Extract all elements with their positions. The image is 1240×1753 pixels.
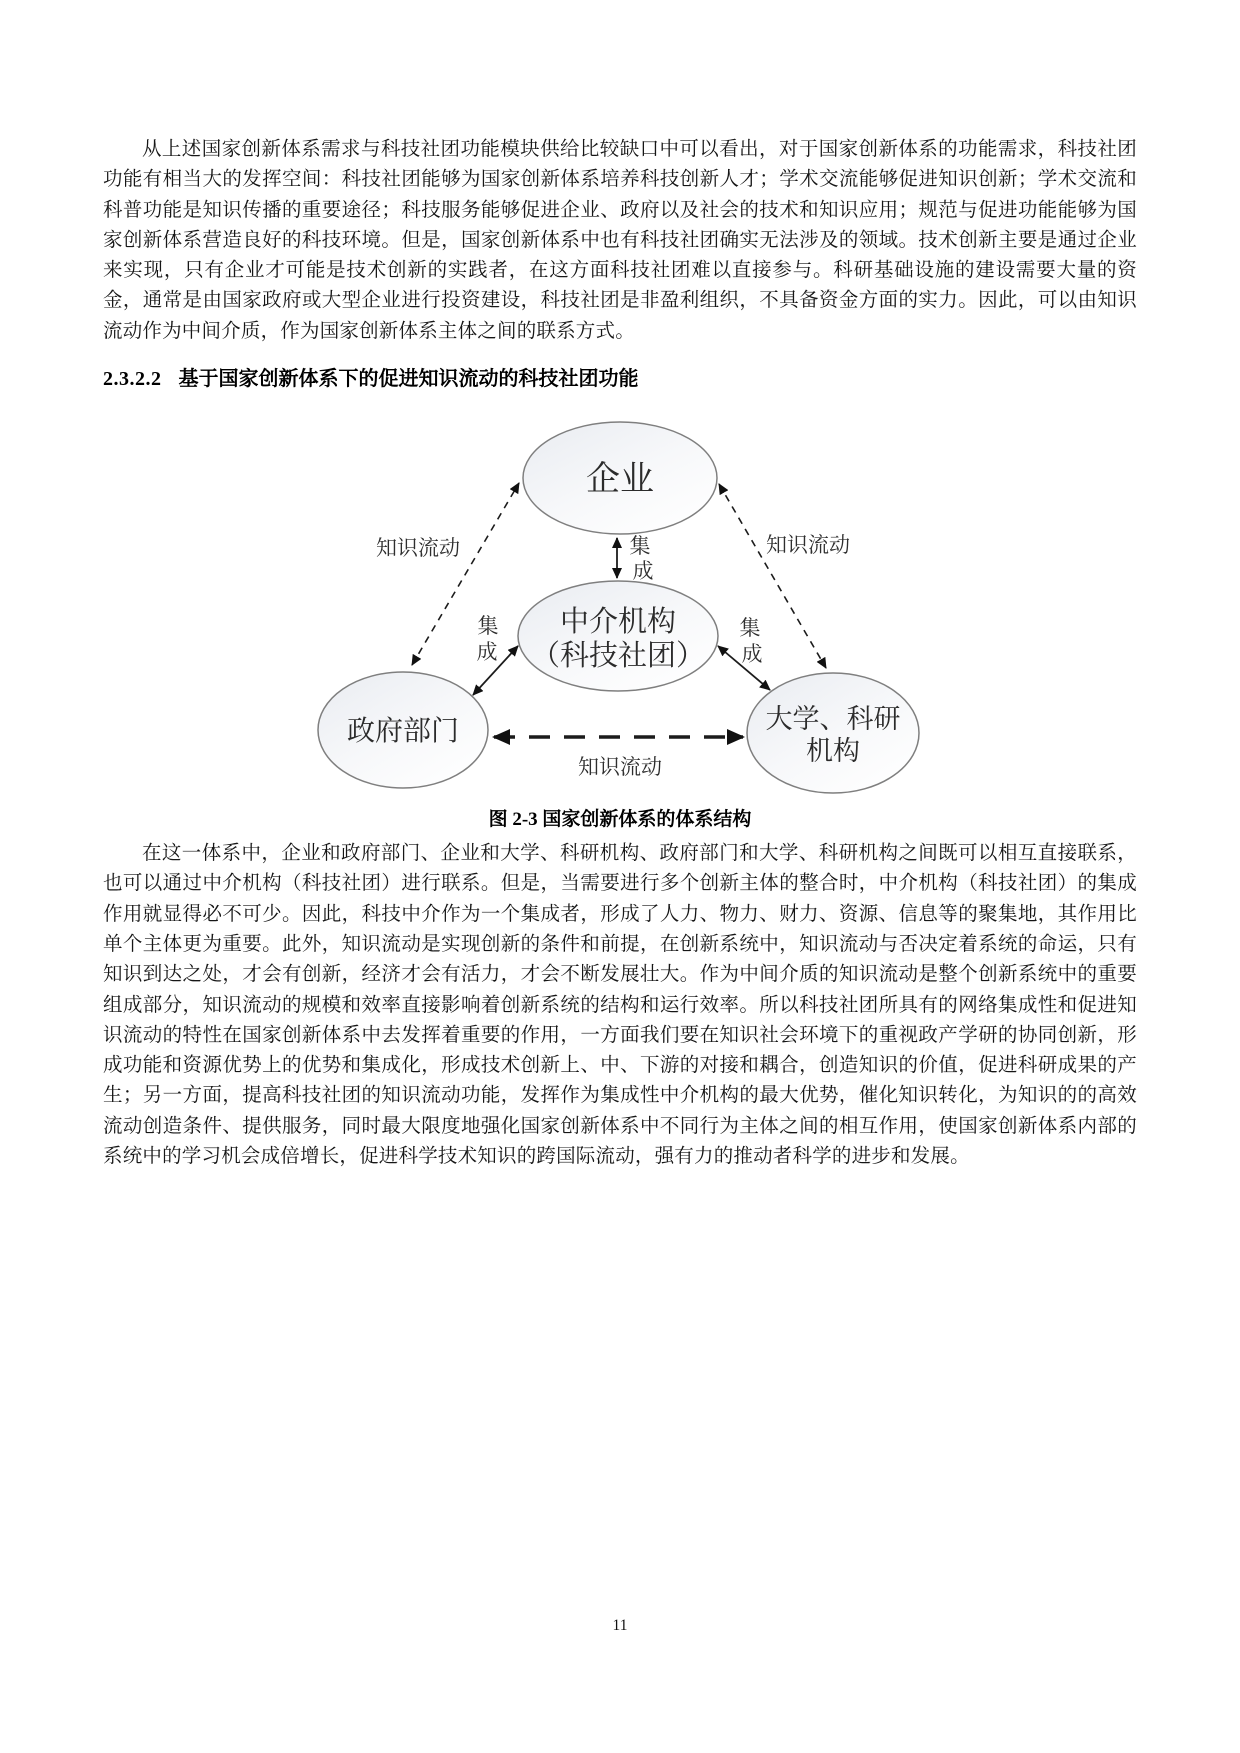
label-integration-right-char1: 集 xyxy=(739,617,761,641)
label-integration-left-char2: 成 xyxy=(476,641,498,665)
node-intermediary-label-line2: （科技社团） xyxy=(530,640,706,673)
node-enterprise-label: 企业 xyxy=(586,460,654,499)
node-university-label-line2: 机构 xyxy=(806,736,860,767)
section-title: 基于国家创新体系下的促进知识流动的科技社团功能 xyxy=(178,368,639,391)
label-integration-left-char1: 集 xyxy=(477,615,499,639)
section-number: 2.3.2.2 xyxy=(103,368,162,391)
label-integration-top-char2: 成 xyxy=(632,560,654,584)
node-university-label-line1: 大学、科研 xyxy=(765,704,901,735)
figure-2-3 xyxy=(103,398,1137,833)
knowledge-flow-arrow-enterprise-university xyxy=(719,484,826,668)
paragraph-2: 在这一体系中，企业和政府部门、企业和大学、科研机构、政府部门和大学、科研机构之间既可以相互直接联系，也可以通过中介机构（科技社团）进行联系。但是，当需要进行多个创新主体的整合时，中介机构（科技社团）的集成作用就显得必不可少。因此，科技中介作为一个集成者，形成了人力、物力、财力、资源、信息等的聚集地，其作用比单个主体更为重要。此外，知识流动是实现创新的条件和前提，在创新系统中，知识流动与否决定着系统的命运，只有知识到达之处，才会有创新，经济才会有活力，才会不断发展壮大。作为中间介质的知识流动是整个创新系统中的重要组成部分，知识流动的规模和效率直接影响着创新系统的结构和运行效率。所以科技社团所具有的网络集成性和促进知识流动的特性在国家创新体系中去发挥着重要的作用，一方面我们要在知识社会环境下的重视政产学研的协同创新，形成功能和资源优势上的优势和集成化，形成技术创新上、中、下游的对接和耦合，创造知识的价值，促进科研成果的产生；另一方面，提高科技社团的知识流动功能，发挥作为集成性中介机构的最大优势，催化知识转化，为知识的的高效流动创造条件、提供服务，同时最大限度地强化国家创新体系中不同行为主体之间的相互作用，使国家创新体系内部的系统中的学习机会成倍增长，促进科学技术知识的跨国际流动，强有力的推动者科学的进步和发展。 xyxy=(103,843,1137,1168)
node-government-label: 政府部门 xyxy=(346,715,460,747)
page-number: 11 xyxy=(612,1617,628,1634)
section-heading xyxy=(103,364,1137,394)
label-integration-right-char2: 成 xyxy=(741,643,763,667)
label-knowledge-flow-right: 知识流动 xyxy=(766,534,850,558)
knowledge-flow-arrow-government-enterprise xyxy=(412,483,519,665)
label-knowledge-flow-bottom: 知识流动 xyxy=(578,756,662,780)
node-intermediary-label-line1: 中介机构 xyxy=(559,606,677,639)
innovation-system-diagram xyxy=(300,398,940,800)
figure-caption: 图 2-3 国家创新体系的体系结构 xyxy=(488,809,752,831)
label-integration-top-char1: 集 xyxy=(629,535,651,559)
paragraph-1: 从上述国家创新体系需求与科技社团功能模块供给比较缺口中可以看出，对于国家创新体系的功能需求，科技社团功能有相当大的发挥空间：科技社团能够为国家创新体系培养科技创新人才；学术交流能够促进知识创新；学术交流和科普功能是知识传播的重要途径；科技服务能够促进企业、政府以及社会的技术和知识应用；规范与促进功能能够为国家创新体系营造良好的科技环境。但是，国家创新体系中也有科技社团确实无法涉及的领域。技术创新主要是通过企业来实现，只有企业才可能是技术创新的实践者，在这方面科技社团难以直接参与。科研基础设施的建设需要大量的资金，通常是由国家政府或大型企业进行投资建设，科技社团是非盈利组织，不具备资金方面的实力。因此，可以由知识流动作为中间介质，作为国家创新体系主体之间的联系方式。 xyxy=(103,139,1137,342)
label-knowledge-flow-left: 知识流动 xyxy=(376,537,460,561)
